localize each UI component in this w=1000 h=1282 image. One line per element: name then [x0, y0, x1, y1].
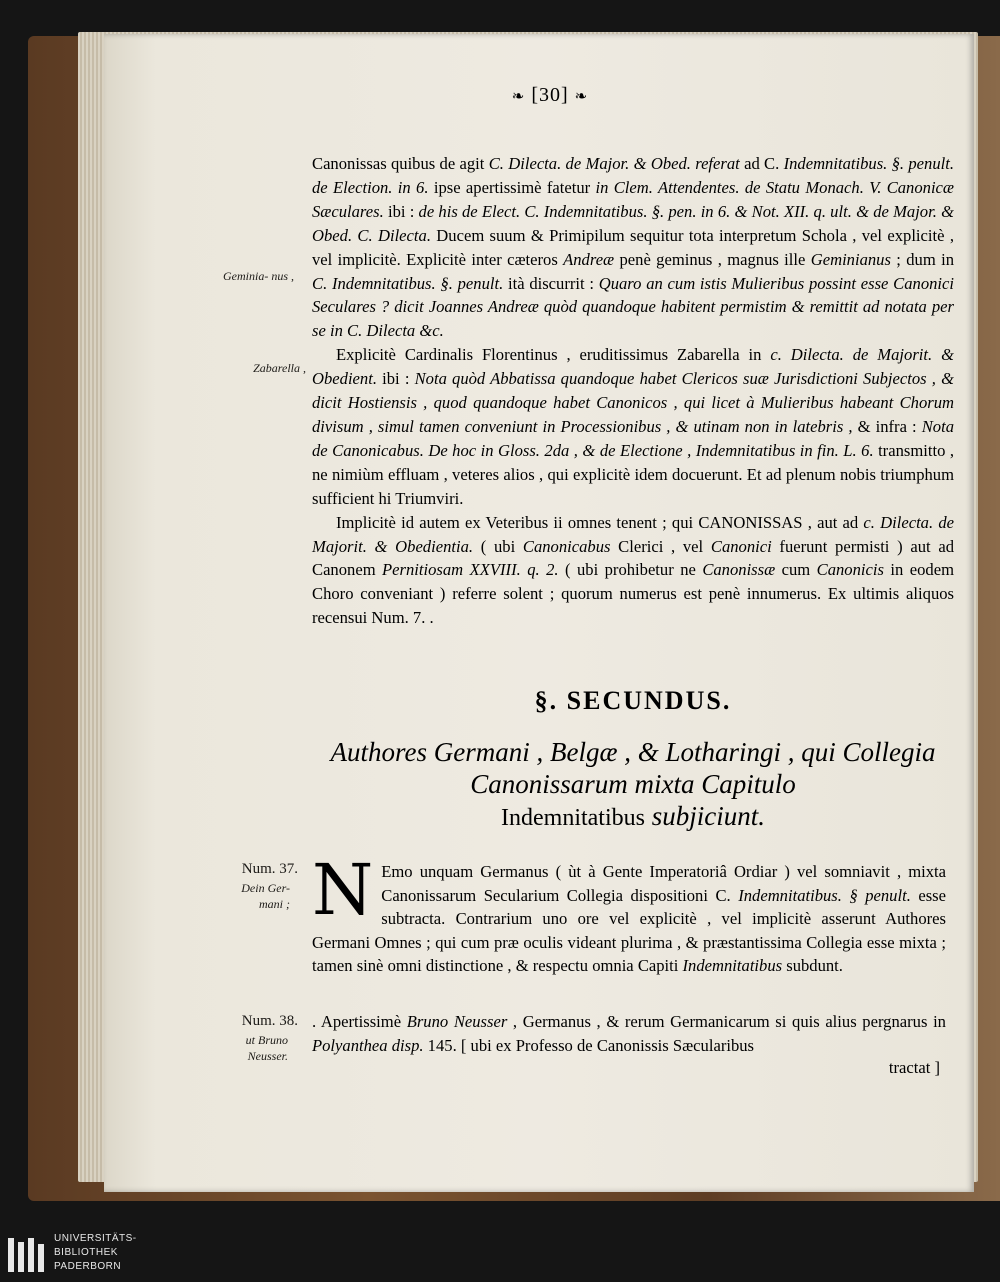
library-name-line-3: PADERBORN	[54, 1261, 122, 1272]
italic-text-run: Bruno Neusser	[406, 1012, 508, 1031]
margin-note-zabarella: Zabarella ,	[253, 361, 306, 375]
text-run: Explicitè Cardinalis Florentinus , eruditissimus Zabarella in	[336, 345, 771, 365]
italic-text-run: C. Indemnitatibus. §. penult.	[312, 273, 504, 293]
subtitle-italic: Authores Germani , Belgæ , & Lotharingi , qui Collegia Canonissarum mixta Capitulo	[330, 737, 936, 799]
margin-note-dein-germani: Dein Ger- mani ;	[241, 881, 290, 911]
page-number: [30]	[531, 84, 569, 106]
text-run: Clerici , vel	[610, 536, 711, 556]
section-title: §. SECUNDUS.	[534, 686, 732, 715]
text-run: ( ubi	[473, 536, 523, 556]
text-run: penè geminus , magnus ille	[614, 249, 811, 269]
main-text-block	[312, 152, 954, 630]
margin-note-bruno-neusser: ut Bruno Neusser.	[245, 1033, 288, 1063]
library-name-line-2: BIBLIOTHEK	[54, 1247, 118, 1258]
text-run: & infra :	[852, 416, 922, 436]
text-run: Ducem suum & Primipilum sequitur tota interpretum Schola , vel explicitè , vel implicitè. Explicitè inter cæteros	[312, 225, 954, 269]
drop-cap: N	[312, 849, 374, 931]
subtitle-end: subjiciunt.	[651, 801, 765, 831]
italic-text-run: Polyanthea disp.	[312, 1035, 424, 1055]
text-run: ità discurrit :	[503, 273, 599, 293]
ornament-left-icon: ❧	[511, 89, 526, 105]
paragraph-4	[312, 849, 946, 975]
italic-text-run: Nota quòd Abbatissa quandoque habet Clericos suæ Jurisdictioni Subjectos , & dicit Hostiensis , quod quandoque habet Canonicos , qui licet à Mulieribus habeant Chorum divisum , simul tamen conveniunt in Processionibus , & utinam non in latebris ,	[312, 369, 954, 436]
text-run: ibi :	[376, 369, 415, 389]
text-run: esse subtracta. Contrarium uno ore vel explicitè , vel implicitè asserunt Authores Germani Omnes ; qui cum præ oculis videant plurima , & præstantissima Collegia esse mixta ; tamen sinè omni distinctione , & respectu omnia Capiti	[312, 885, 946, 975]
italic-text-run: Canonici	[710, 536, 772, 556]
text-run: ibi :	[383, 201, 419, 221]
italic-text-run: Pernitiosam XXVIII. q. 2.	[382, 560, 559, 580]
catchword: tractat ]	[888, 1058, 940, 1077]
text-run: ; dum in	[890, 249, 954, 269]
italic-text-run: c. Dilecta. de Majorit. & Obedientia.	[312, 512, 954, 556]
italic-text-run: C. Dilecta. de Major. & Obed. referat	[488, 154, 740, 173]
margin-note-geminianus: Geminia- nus ,	[223, 269, 294, 283]
text-run: ipse apertissimè fatetur	[428, 177, 596, 197]
italic-text-run: Canonissæ	[702, 560, 776, 580]
margin-num-38: Num. 38.	[241, 1013, 298, 1029]
library-mark-icon	[6, 1232, 46, 1278]
library-name	[54, 1232, 164, 1274]
ornament-right-icon: ❧	[574, 89, 589, 105]
text-run: Canonissas quibus de agit	[312, 154, 489, 173]
italic-text-run: Indemnitatibus. § penult.	[738, 885, 911, 905]
paragraph-1	[312, 152, 954, 343]
text-run: Emo unquam Germanus ( ùt à Gente Imperatoriâ Ordiar ) vel somniavit , mixta Canonissarum Secularium Collegia dispositioni C.	[381, 862, 946, 905]
italic-text-run: Indemnitatibus	[682, 956, 783, 975]
text-run: in eodem Choro conveniant ) referre solent ; quorum numerus est penè innumerus. Ex ultimis aliquos recensui Num. 7. .	[312, 560, 954, 628]
italic-text-run: de his de Elect. C. Indemnitatibus. §. pen. in 6. & Not. XII. q. ult. & de Major. & Obed. C. Dilecta.	[312, 201, 954, 245]
text-run: ad C.	[739, 154, 784, 173]
text-run: ( ubi prohibetur ne	[558, 560, 703, 580]
italic-text-run: c. Dilecta. de Majorit. & Obedient.	[312, 345, 954, 389]
text-run: cum	[775, 560, 817, 580]
italic-text-run: Quaro an cum istis Mulieribus possint esse Canonici Seculares ? dicit Joannes Andreæ quòd quandoque habitent permistim & remittit ad notata per se in C. Dilecta &c.	[312, 273, 955, 341]
italic-text-run: Andreæ	[563, 249, 615, 269]
text-run: transmitto , ne nimiùm effluam , veteres alios , qui explicitè idem docuerunt. Et ad plenum nobis triumphum sufficient hi Triumviri.	[312, 440, 954, 508]
text-run: fuerunt permisti ) aut ad Canonem	[312, 536, 954, 580]
text-run: 145. [ ubi ex Professo de Canonissis Sæcularibus	[423, 1035, 755, 1055]
paragraph-4-block	[312, 849, 946, 978]
page-header	[470, 84, 630, 107]
text-run: subdunt.	[782, 956, 843, 975]
paragraph-2	[312, 343, 954, 510]
paragraph-5-block	[312, 1010, 946, 1057]
text-run: Implicitè id autem ex Veteribus ii omnes tenent ; qui CANONISSAS , aut ad	[336, 512, 864, 532]
subtitle-plain: Indemnitatibus	[501, 805, 645, 831]
italic-text-run: Canonicis	[816, 560, 884, 580]
section-subtitle	[312, 736, 954, 834]
italic-text-run: in Clem. Attendentes. de Statu Monach. V. Canonicæ Sæculares.	[312, 177, 954, 221]
italic-text-run: Canonicabus	[522, 536, 611, 556]
paragraph-3	[312, 511, 954, 631]
italic-text-run: Nota de Canonicabus. De hoc in Gloss. 2da , & de Electione , Indemnitatibus in fin. L. 6.	[312, 416, 954, 460]
text-run: . Apertissimè	[312, 1012, 407, 1031]
margin-num-37: Num. 37.	[241, 861, 298, 877]
text-run: , Germanus , & rerum Germanicarum si quis alius pergnarus in	[507, 1012, 946, 1031]
library-name-line-1: UNIVERSITÄTS-	[54, 1233, 137, 1244]
library-logo	[0, 1228, 160, 1282]
italic-text-run: Indemnitatibus. §. penult. de Election. in 6.	[312, 154, 954, 197]
italic-text-run: Geminianus	[810, 249, 891, 269]
paragraph-5	[312, 1012, 946, 1055]
